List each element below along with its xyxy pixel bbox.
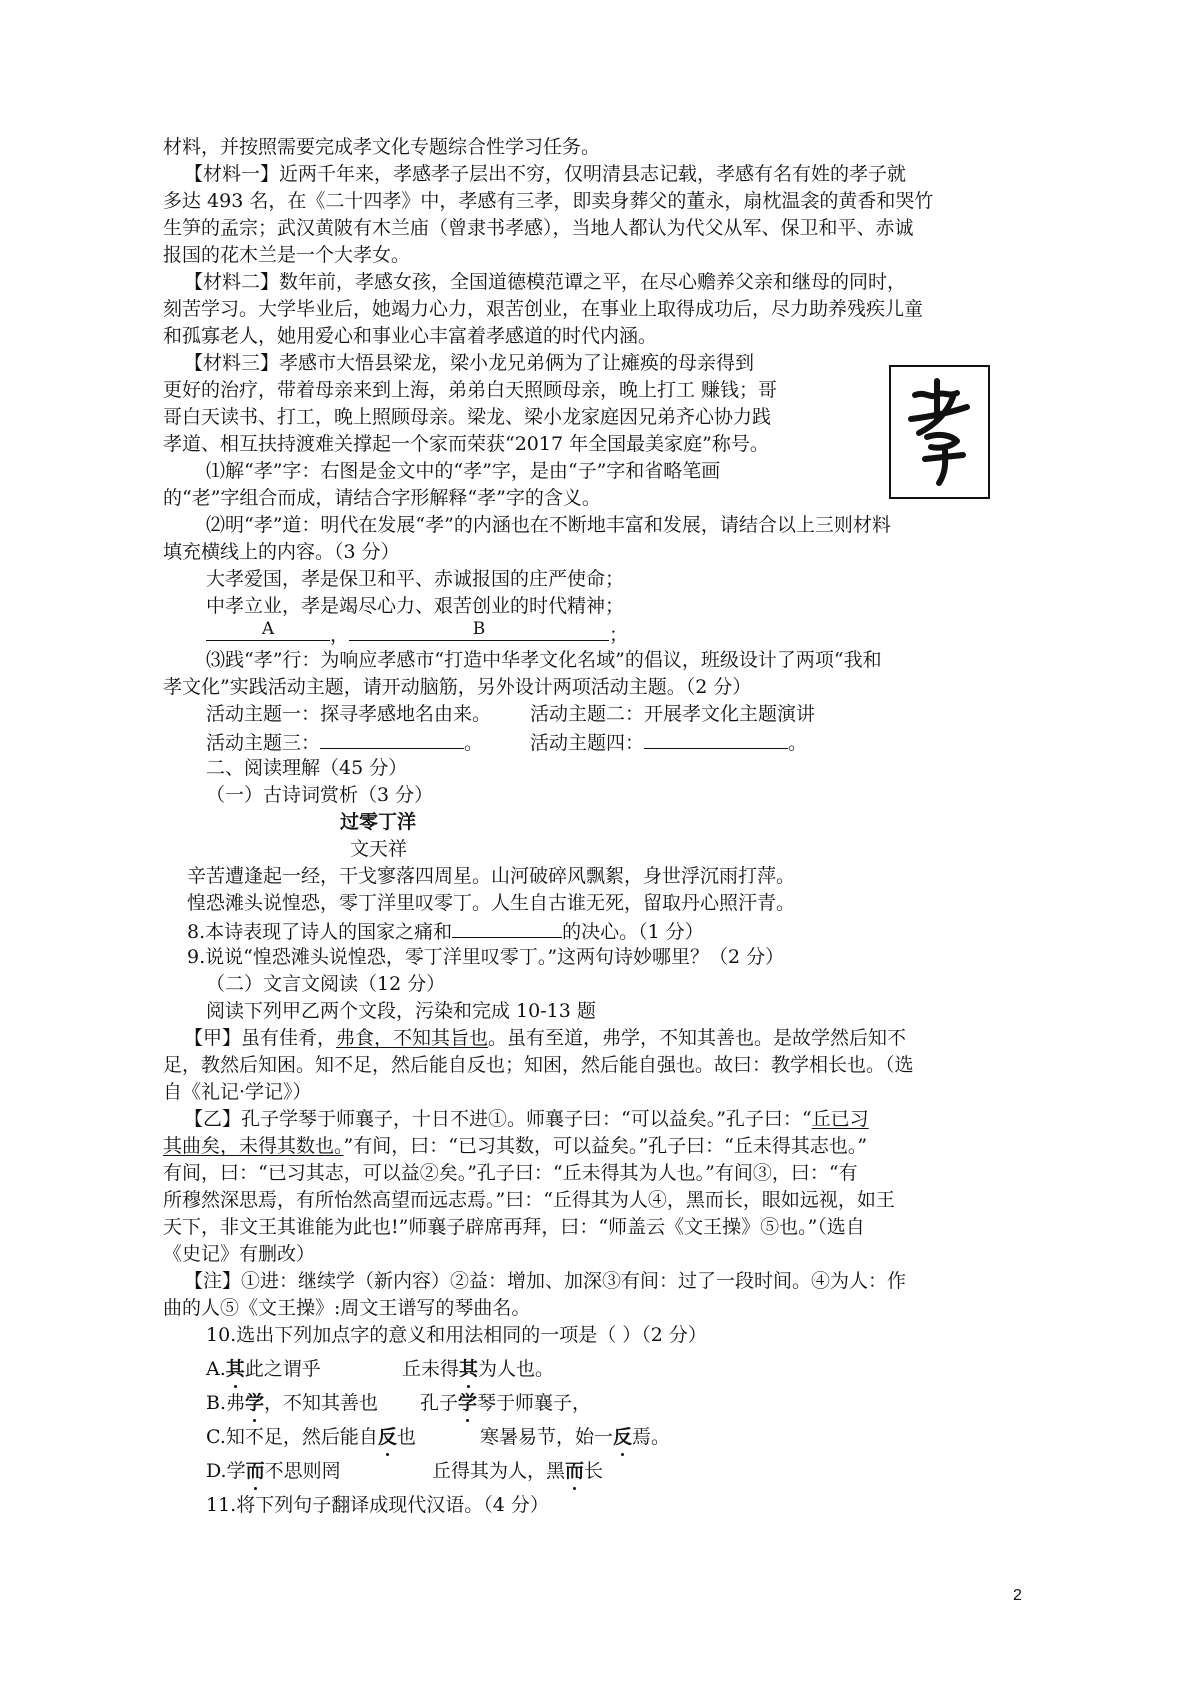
passage-yi-line: 所穆然深思焉，有所怡然高望而远志焉。”曰：“丘得其为人④，黑而长，眼如远视，如王 [163,1189,895,1211]
option-b-compare: 孔子学琴于师襄子， [420,1390,591,1417]
question-9: 9.说说“惶恐滩头说惶恐，零丁洋里叹零丁。”这两句诗妙哪里？（2 分） [187,946,785,968]
question-2-blanks: A ， B ； [206,620,628,649]
material3-line: 更好的治疗，带着母亲来到上海，弟弟白天照顾母亲，晚上打工 赚钱；哥 [163,379,778,401]
question-3-line: ⑶践“孝”行：为响应孝感市“打造中华孝文化名域”的倡议，班级设计了两项“我和 [206,649,882,671]
question-2-line: 大孝爱国，孝是保卫和平、赤诚报国的庄严使命； [206,568,625,590]
intro-line: 材料，并按照需要完成孝文化专题综合性学习任务。 [163,136,601,158]
question-2-line: 填充横线上的内容。（3 分） [163,541,400,563]
passage-yi-line: 《史记》有删改） [163,1243,316,1265]
material2-line: 【材料二】数年前，孝感女孩，全国道德模范谭之平，在尽心赡养父亲和继母的同时， [184,271,907,293]
option-d[interactable]: D.学而不思则罔 [206,1458,341,1485]
question-1-line: ⑴解“孝”字：右图是金文中的“孝”字，是由“子”字和省略笔画 [206,460,721,482]
question-1-line: 的“老”字组合而成，请结合字形解释“孝”字的含义。 [163,487,601,509]
material1-line: 多达 493 名，在《二十四孝》中，孝感有三孝，即卖身葬父的董永，扇枕温衾的黄香和哭竹 [163,190,934,212]
xiao-glyph-icon [891,367,988,497]
subsection-heading: （二）文言文阅读（12 分） [206,973,446,995]
poem-line: 辛苦遭逢起一经，干戈寥落四周星。山河破碎风飘絮，身世浮沉雨打萍。 [187,865,796,887]
section-heading: 二、阅读理解（45 分） [206,757,408,779]
question-10-stem: 10.选出下列加点字的意义和用法相同的一项是（ ）（2 分） [206,1324,707,1346]
question-8: 8.本诗表现了诗人的国家之痛和 的决心。（1 分） [187,917,704,946]
material3-line: 孝道、相互扶持渡难关撑起一个家而荣获“2017 年全国最美家庭”称号。 [163,433,769,455]
reading-instruction: 阅读下列甲乙两个文段，污染和完成 10-13 题 [206,1000,596,1022]
poem-author: 文天祥 [350,838,408,860]
material2-line: 刻苦学习。大学毕业后，她竭力心力，艰苦创业，在事业上取得成功后，尽力助养残疾儿童 [163,298,924,320]
question-3-line: 孝文化”实践活动主题，请开动脑筋，另外设计两项活动主题。（2 分） [163,676,752,698]
option-a[interactable]: A.其此之谓乎 [206,1356,321,1383]
material1-line: 报国的花木兰是一个大孝女。 [163,244,411,266]
activity-theme-1: 活动主题一：探寻孝感地名由来。 [206,703,492,725]
material1-line: 【材料一】近两千年来，孝感孝子层出不穷，仅明清县志记载，孝感有名有姓的孝子就 [184,163,907,185]
option-a-compare: 丘未得其为人也。 [402,1356,554,1383]
passage-jia-line: 足，教然后知困。知不足，然后能自反也；知困，然后能自强也。故曰：教学相长也。（选 [163,1054,914,1076]
page-number: 2 [1013,1587,1022,1604]
activity-theme-3: 活动主题三： 。 [206,728,483,757]
material3-line: 哥白天读书、打工，晚上照顾母亲。梁龙、梁小龙家庭因兄弟齐心协力践 [163,406,772,428]
activity-theme-2: 活动主题二：开展孝文化主题演讲 [530,703,816,725]
option-d-compare: 丘得其为人，黑而长 [432,1458,603,1485]
passage-yi-line: 其曲矣，未得其数也。”有间，曰：“已习其数，可以益矣。”孔子曰：“丘未得其志也。” [163,1135,868,1157]
question-11: 11.将下列句子翻译成现代汉语。（4 分） [206,1494,549,1516]
passage-jia-line: 【甲】虽有佳肴，弗食，不知其旨也。虽有至道，弗学，不知其善也。是故学然后知不 [184,1027,907,1049]
activity-theme-4: 活动主题四： 。 [530,728,807,757]
material1-line: 生笋的孟宗；武汉黄陂有木兰庙（曾隶书孝感），当地人都认为代父从军、保卫和平、赤诚 [163,217,914,239]
annotation-line: 【注】①进：继续学（新内容）②益：增加、加深③有间：过了一段时间。④为人：作 [184,1270,907,1292]
passage-yi-line: 【乙】孔子学琴于师襄子，十日不进①。师襄子曰：“可以益矣。”孔子曰：“丘已习 [184,1108,869,1130]
answer-blank-theme-3[interactable] [320,728,464,749]
passage-yi-line: 天下，非文王其谁能为此也!”师襄子辟席再拜，曰：“师盖云《文王操》⑤也。”（选自 [163,1216,865,1238]
annotation-line: 曲的人⑤《文王操》:周文王谱写的琴曲名。 [163,1297,531,1319]
answer-blank-a[interactable]: A [206,620,330,641]
material2-line: 和孤寡老人，她用爱心和事业心丰富着孝感道的时代内涵。 [163,325,658,347]
poem-title: 过零丁洋 [340,811,417,833]
material3-line: 【材料三】孝感市大悟县梁龙，梁小龙兄弟俩为了让瘫痪的母亲得到 [184,352,755,374]
poem-line: 惶恐滩头说惶恐，零丁洋里叹零丁。人生自古谁无死，留取丹心照汗青。 [187,892,796,914]
option-c-compare: 寒暑易节，始一反焉。 [480,1424,670,1451]
question-2-line: 中孝立业，孝是竭尽心力、艰苦创业的时代精神； [206,595,625,617]
answer-blank-b[interactable]: B [349,620,609,641]
option-b[interactable]: B.弗学，不知其善也 [206,1390,378,1417]
passage-jia-line: 自《礼记·学记》） [163,1081,312,1103]
option-c[interactable]: C.知不足，然后能自反也 [206,1424,416,1451]
passage-yi-line: 有间，曰：“已习其志，可以益②矣。”孔子曰：“丘未得其为人也。”有间③，曰：“有 [163,1162,858,1184]
question-2-line: ⑵明“孝”道：明代在发展“孝”的内涵也在不断地丰富和发展，请结合以上三则材料 [206,514,891,536]
bronze-xiao-character-image [889,365,990,499]
answer-blank-q8[interactable] [452,917,562,938]
subsection-heading: （一）古诗词赏析（3 分） [206,784,434,806]
answer-blank-theme-4[interactable] [644,728,788,749]
